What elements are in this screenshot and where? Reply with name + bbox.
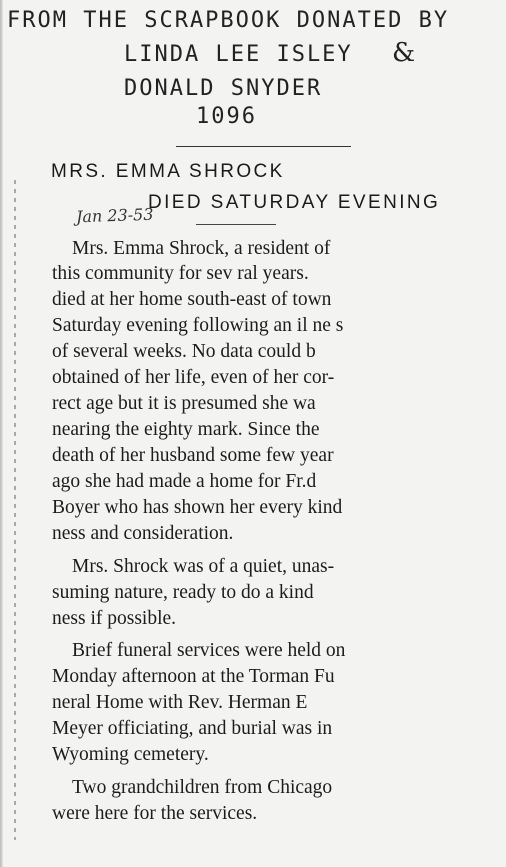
- article-body-line: nearing the eighty mark. Since the: [52, 419, 320, 440]
- handwritten-ampersand-mark: &: [392, 38, 416, 68]
- header-donor-name-2: DONALD SNYDER: [124, 76, 323, 101]
- article-body-line: suming nature, ready to do a kind: [52, 582, 314, 603]
- article-headline-line-2: DIED SATURDAY EVENING: [148, 192, 441, 213]
- article-body-line: ago she had made a home for Fr.d: [52, 471, 317, 492]
- article-body-line: Two grandchildren from Chicago: [72, 777, 333, 798]
- article-body-line: Mrs. Emma Shrock, a resident of: [72, 238, 331, 259]
- header-year: 1096: [196, 104, 257, 129]
- article-body-line: died at her home south-east of town: [52, 289, 332, 310]
- article-body-line: Saturday evening following an il ne s: [52, 315, 344, 336]
- article-body-line: were here for the services.: [52, 803, 258, 824]
- article-body-line: Meyer officiating, and burial was in: [52, 718, 333, 739]
- article-body-line: neral Home with Rev. Herman E: [52, 692, 308, 713]
- article-body-line: of several weeks. No data could b: [52, 341, 316, 362]
- article-body-line: Mrs. Shrock was of a quiet, unas-: [72, 556, 335, 577]
- article-body-line: Monday afternoon at the Torman Fu: [52, 666, 335, 687]
- header-donation-line: FROM THE SCRAPBOOK DONATED BY: [7, 8, 450, 33]
- article-body-line: ness if possible.: [52, 608, 177, 629]
- article-body-line: Boyer who has shown her every kind: [52, 497, 343, 518]
- article-body-line: rect age but it is presumed she wa: [52, 393, 316, 414]
- article-body-line: obtained of her life, even of her cor-: [52, 367, 335, 388]
- article-body-line: Brief funeral services were held on: [72, 640, 346, 661]
- article-body-line: Wyoming cemetery.: [52, 744, 209, 765]
- article-body-line: ness and consideration.: [52, 523, 234, 544]
- article-body-line: this community for sev ral years.: [52, 263, 309, 284]
- article-headline-line-1: MRS. EMMA SHROCK: [51, 161, 285, 182]
- header-donor-name-1: LINDA LEE ISLEY: [124, 42, 353, 67]
- article-body-line: death of her husband some few year: [52, 445, 334, 466]
- page-edge-shadow: [0, 0, 3, 867]
- clipping-top-rule: [176, 146, 351, 147]
- clipping-cut-edge: [14, 180, 16, 840]
- handwritten-underline: [196, 224, 276, 225]
- handwritten-date-note: Jan 23-53: [75, 204, 154, 227]
